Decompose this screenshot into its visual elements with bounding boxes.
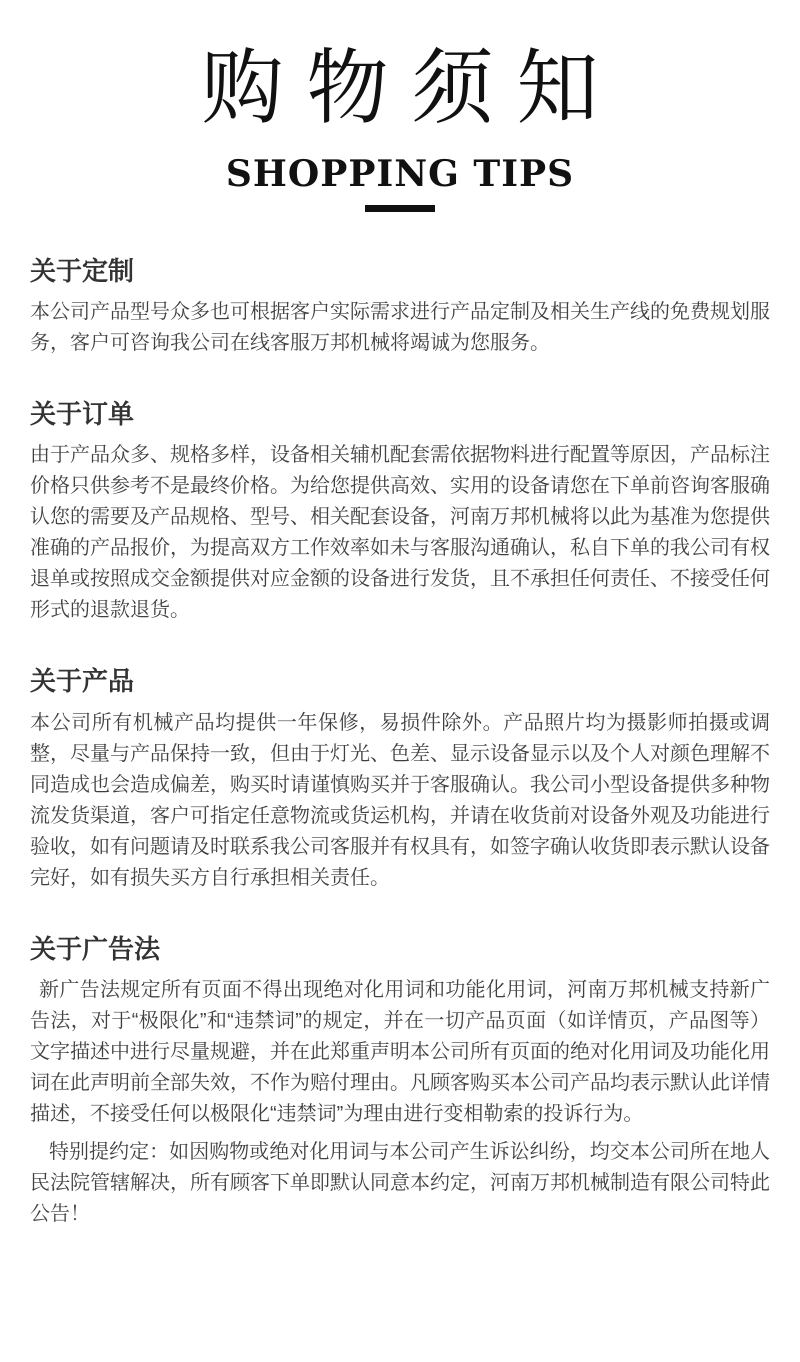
section-customization xyxy=(30,256,770,359)
section-paragraph: 本公司产品型号众多也可根据客户实际需求进行产品定制及相关生产线的免费规划服务，客户可咨询我公司在线客服万邦机械将竭诚为您服务。 xyxy=(30,301,770,355)
section-paragraph: 新广告法规定所有页面不得出现绝对化用词和功能化用词，河南万邦机械支持新广告法，对于“极限化”和“违禁词”的规定，并在一切产品页面（如详情页，产品图等）文字描述中进行尽量规避，并在此郑重声明本公司所有页面的绝对化用词及功能化用词在此声明前全部失效，不作为赔付理由。凡顾客购买本公司产品均表示默认此详情描述，不接受任何以极限化“违禁词”为理由进行变相勒索的投诉行为。 xyxy=(30,978,770,1125)
section-heading-advertising-law: 关于广告法 xyxy=(30,933,161,964)
section-orders xyxy=(30,399,770,626)
section-heading-products: 关于产品 xyxy=(30,666,135,697)
section-advertising-law xyxy=(30,934,770,1230)
section-paragraph: 本公司所有机械产品均提供一年保修，易损件除外。产品照片均为摄影师拍摄或调整，尽量与产品保持一致，但由于灯光、色差、显示设备显示以及个人对颜色理解不同造成也会造成偏差，购买时请谨慎购买并于客服确认。我公司小型设备提供多种物流发货渠道，客户可指定任意物流或货运机构，并请在收货前对设备外观及功能进行验收，如有问题请及时联系我公司客服并有权具有，如签字确认收货即表示默认设备完好，如有损失买方自行承担相关责任。 xyxy=(30,711,770,889)
notice-content xyxy=(0,256,800,1230)
section-heading-orders: 关于订单 xyxy=(30,399,135,430)
section-paragraph: 由于产品众多、规格多样，设备相关辅机配套需依据物料进行配置等原因，产品标注价格只供参考不是最终价格。为给您提供高效、实用的设备请您在下单前咨询客服确认您的需要及产品规格、型号、相关配套设备，河南万邦机械将以此为基准为您提供准确的产品报价，为提高双方工作效率如未与客服沟通确认，私自下单的我公司有权退单或按照成交金额提供对应金额的设备进行发货，且不承担任何责任、不接受任何形式的退款退货。 xyxy=(30,444,770,622)
section-products xyxy=(30,666,770,893)
title-underline-bar xyxy=(365,205,435,212)
section-paragraph-special-agreement: 特别提约定：如因购物或绝对化用词与本公司产生诉讼纠纷，均交本公司所在地人民法院管辖解决，所有顾客下单即默认同意本约定，河南万邦机械制造有限公司特此公告！ xyxy=(30,1140,770,1225)
page-subtitle: SHOPPING TIPS xyxy=(225,153,575,196)
page-header xyxy=(0,0,800,212)
section-heading-customization: 关于定制 xyxy=(30,256,135,287)
page-title: 购物须知 xyxy=(201,41,622,136)
